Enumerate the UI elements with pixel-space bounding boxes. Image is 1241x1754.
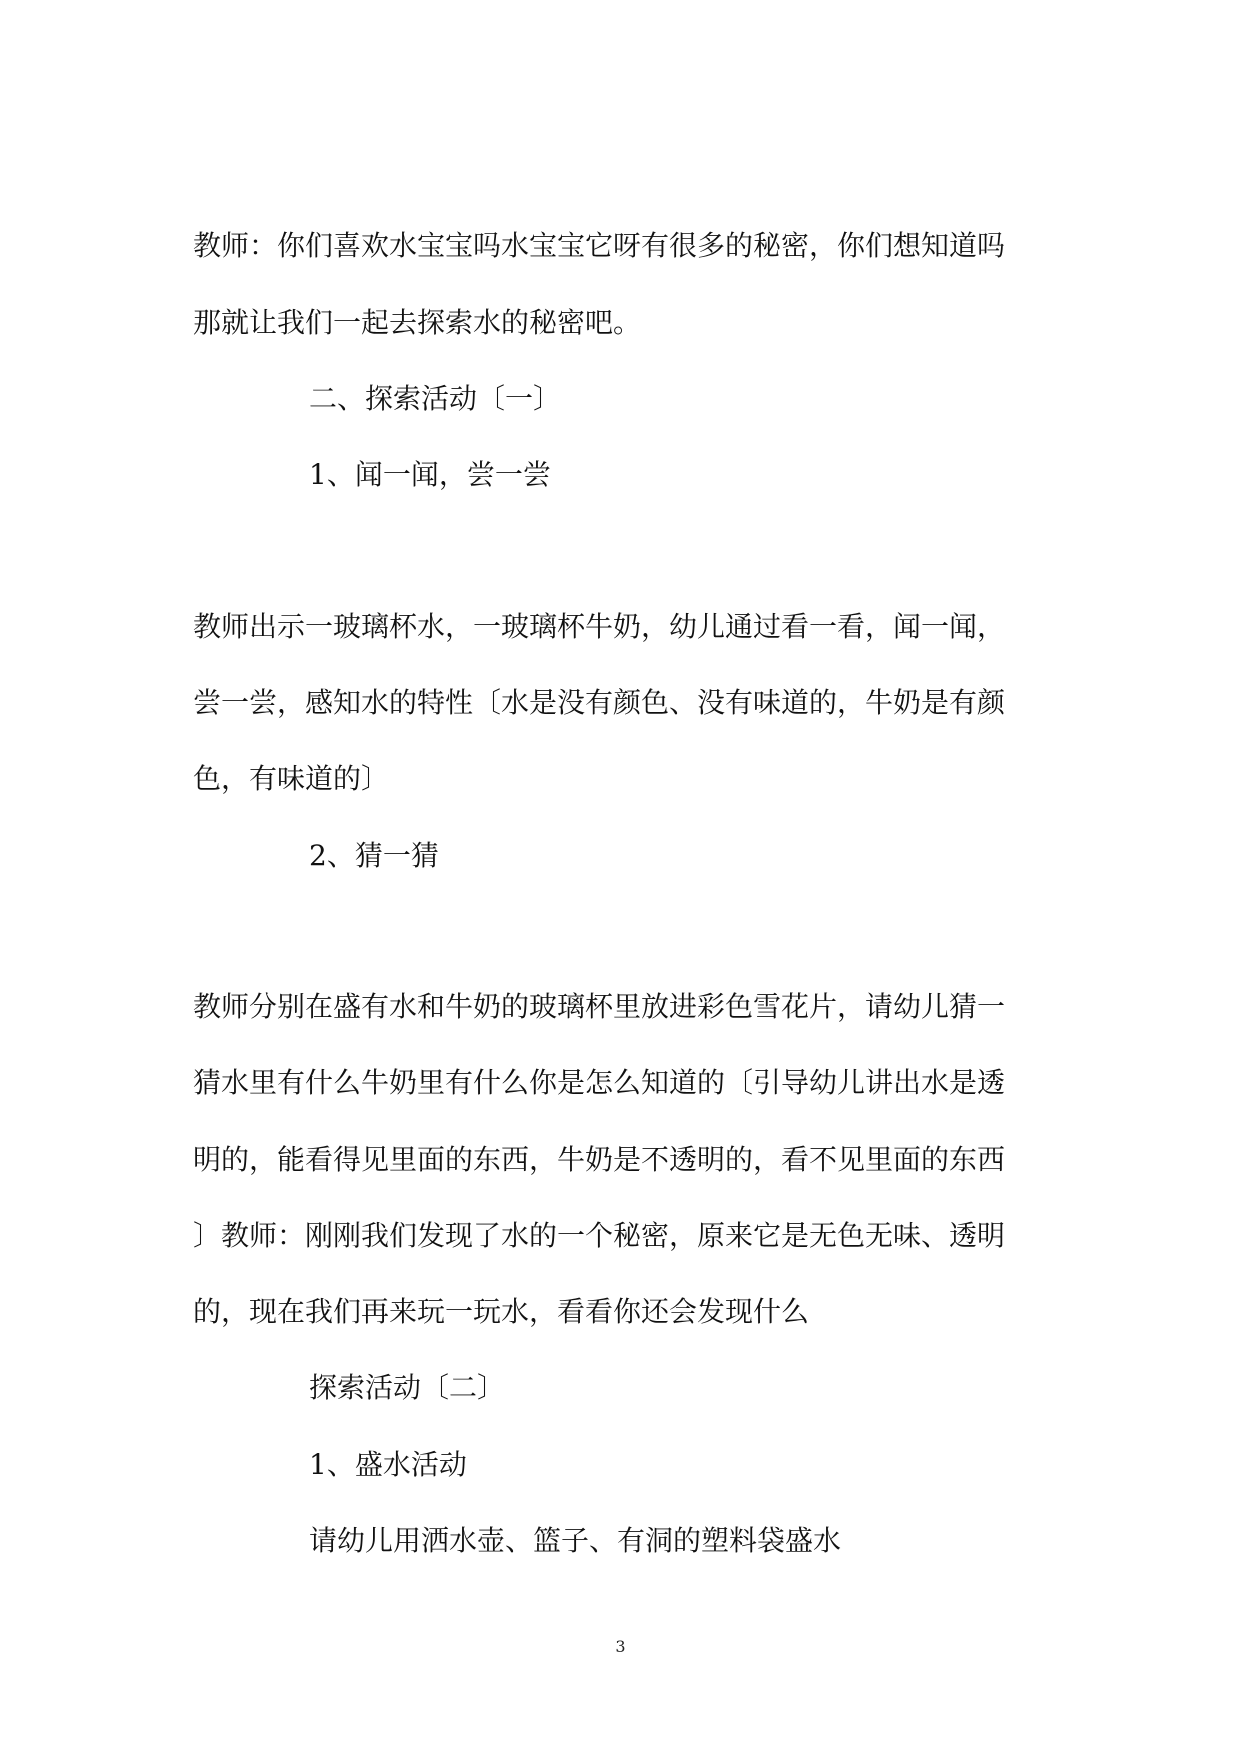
paragraph-line-12: 〕教师：刚刚我们发现了水的一个秘密，原来它是无色无味、透明 [193, 1219, 1006, 1252]
page-number: 3 [615, 1637, 626, 1656]
paragraph-line-11: 明的，能看得见里面的东西，牛奶是不透明的，看不见里面的东西 [193, 1143, 1006, 1176]
paragraph-line-13: 的，现在我们再来玩一玩水，看看你还会发现什么 [193, 1295, 810, 1328]
paragraph-line-6: 尝一尝，感知水的特性〔水是没有颜色、没有味道的，牛奶是有颜 [193, 686, 1006, 719]
section-heading-explore-1: 二、探索活动〔一〕 [309, 382, 562, 415]
subheading-smell-taste: 1、闻一闻，尝一尝 [309, 458, 551, 491]
paragraph-line-1: 教师：你们喜欢水宝宝吗水宝宝它呀有很多的秘密，你们想知道吗 [193, 229, 1006, 262]
subheading-water-holding: 1、盛水活动 [309, 1448, 467, 1481]
section-heading-explore-2: 探索活动〔二〕 [309, 1371, 506, 1404]
paragraph-line-5: 教师出示一玻璃杯水，一玻璃杯牛奶，幼儿通过看一看，闻一闻， [193, 610, 1006, 643]
paragraph-line-2: 那就让我们一起去探索水的秘密吧。 [193, 306, 642, 339]
paragraph-line-7: 色，有味道的〕 [193, 762, 390, 795]
paragraph-line-16: 请幼儿用洒水壶、篮子、有洞的塑料袋盛水 [309, 1524, 842, 1557]
paragraph-line-10: 猜水里有什么牛奶里有什么你是怎么知道的〔引导幼儿讲出水是透 [193, 1066, 1006, 1099]
subheading-guess: 2、猜一猜 [309, 839, 439, 872]
paragraph-line-9: 教师分别在盛有水和牛奶的玻璃杯里放进彩色雪花片，请幼儿猜一 [193, 990, 1006, 1023]
